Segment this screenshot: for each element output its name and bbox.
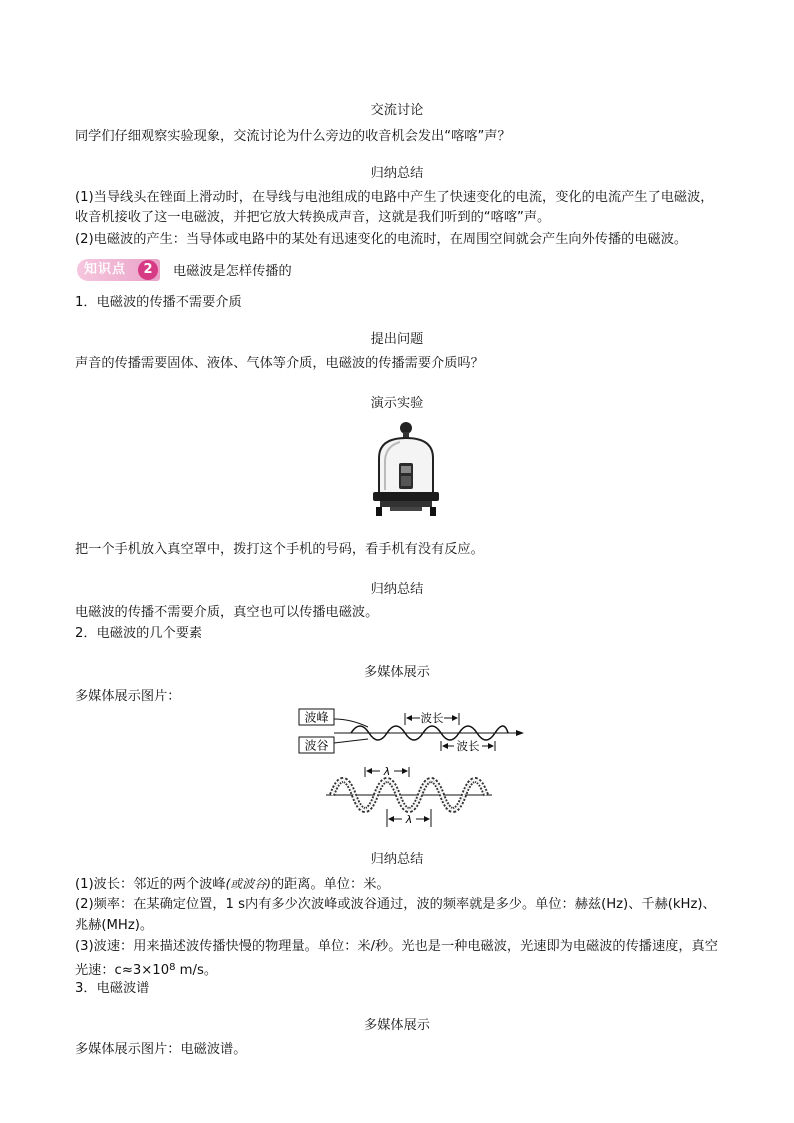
wavelength-label-top: 波长 — [420, 711, 444, 725]
demo-title: 演示实验 — [370, 396, 424, 411]
media1-title: 多媒体展示 — [364, 665, 430, 680]
summary3-p1-paren: (或波谷) — [225, 877, 271, 891]
lambda-label-top: λ — [383, 765, 391, 778]
wavelength-label-bottom: 波长 — [456, 739, 480, 753]
item2-heading: 2．电磁波的几个要素 — [75, 626, 203, 641]
summary3-p1-post: 的距离。单位：米。 — [270, 877, 390, 892]
summary1-p2: (2)电磁波的产生：当导体或电路中的某处有迅速变化的电流时，在周围空间就会产生向外传播的电磁波。 — [75, 232, 688, 247]
summary3-p3-pre: 光速：c≈3×10 — [75, 963, 170, 978]
summary3-p2-line1: (2)频率：在某确定位置，1 s内有多少次波峰或波谷通过，波的频率就是多少。单位：赫兹(Hz)、千赫(kHz)、 — [75, 897, 716, 912]
knowledge-point-number: 2 — [138, 260, 158, 280]
summary2-title: 归纳总结 — [370, 582, 424, 597]
summary1-p1-line1: (1)当导线头在锉面上滑动时，在导线与电池组成的电路中产生了快速变化的电流，变化的电流产生了电磁波， — [75, 190, 714, 205]
crest-label: 波峰 — [304, 710, 329, 725]
summary1-title: 归纳总结 — [370, 166, 424, 181]
wave-diagram — [296, 705, 528, 830]
discussion-title: 交流讨论 — [370, 103, 424, 118]
media1-text: 多媒体展示图片： — [75, 689, 181, 704]
knowledge-point-badge — [77, 259, 160, 281]
summary3-p2-line2: 兆赫(MHz)。 — [75, 918, 154, 933]
summary2-text: 电磁波的传播不需要介质，真空也可以传播电磁波。 — [75, 605, 379, 620]
knowledge-point-title: 电磁波是怎样传播的 — [173, 264, 292, 279]
demo-text: 把一个手机放入真空罩中，拨打这个手机的号码，看手机有没有反应。 — [75, 542, 484, 557]
summary3-p3-line1: (3)波速：用来描述波传播快慢的物理量。单位：米/秒。光也是一种电磁波，光速即为电磁波的传播速度，真空 — [75, 939, 718, 954]
item1-heading: 1．电磁波的传播不需要介质 — [75, 295, 242, 310]
knowledge-point-label: 知识点 — [84, 262, 127, 277]
vacuum-bell-jar-image — [370, 420, 442, 518]
question-title: 提出问题 — [370, 332, 424, 347]
media2-title: 多媒体展示 — [364, 1018, 430, 1033]
summary3-p3-sup: 8 — [169, 962, 176, 973]
summary3-title: 归纳总结 — [370, 852, 424, 867]
summary3-p3-post: m/s。 — [175, 963, 218, 978]
lambda-label-bottom: λ — [405, 813, 413, 826]
item3-heading: 3．电磁波谱 — [75, 981, 150, 996]
summary3-p1-pre: (1)波长：邻近的两个波峰 — [75, 877, 226, 892]
media2-text: 多媒体展示图片：电磁波谱。 — [75, 1042, 247, 1057]
question-text: 声音的传播需要固体、液体、气体等介质，电磁波的传播需要介质吗？ — [75, 356, 484, 371]
summary1-p1-line2: 收音机接收了这一电磁波，并把它放大转换成声音，这就是我们听到的“喀喀”声。 — [75, 210, 551, 225]
discussion-text: 同学们仔细观察实验现象，交流讨论为什么旁边的收音机会发出“喀喀”声？ — [75, 129, 511, 144]
trough-label: 波谷 — [304, 738, 329, 753]
summary3-p1 — [75, 874, 390, 895]
summary3-p3-line2 — [75, 958, 217, 981]
